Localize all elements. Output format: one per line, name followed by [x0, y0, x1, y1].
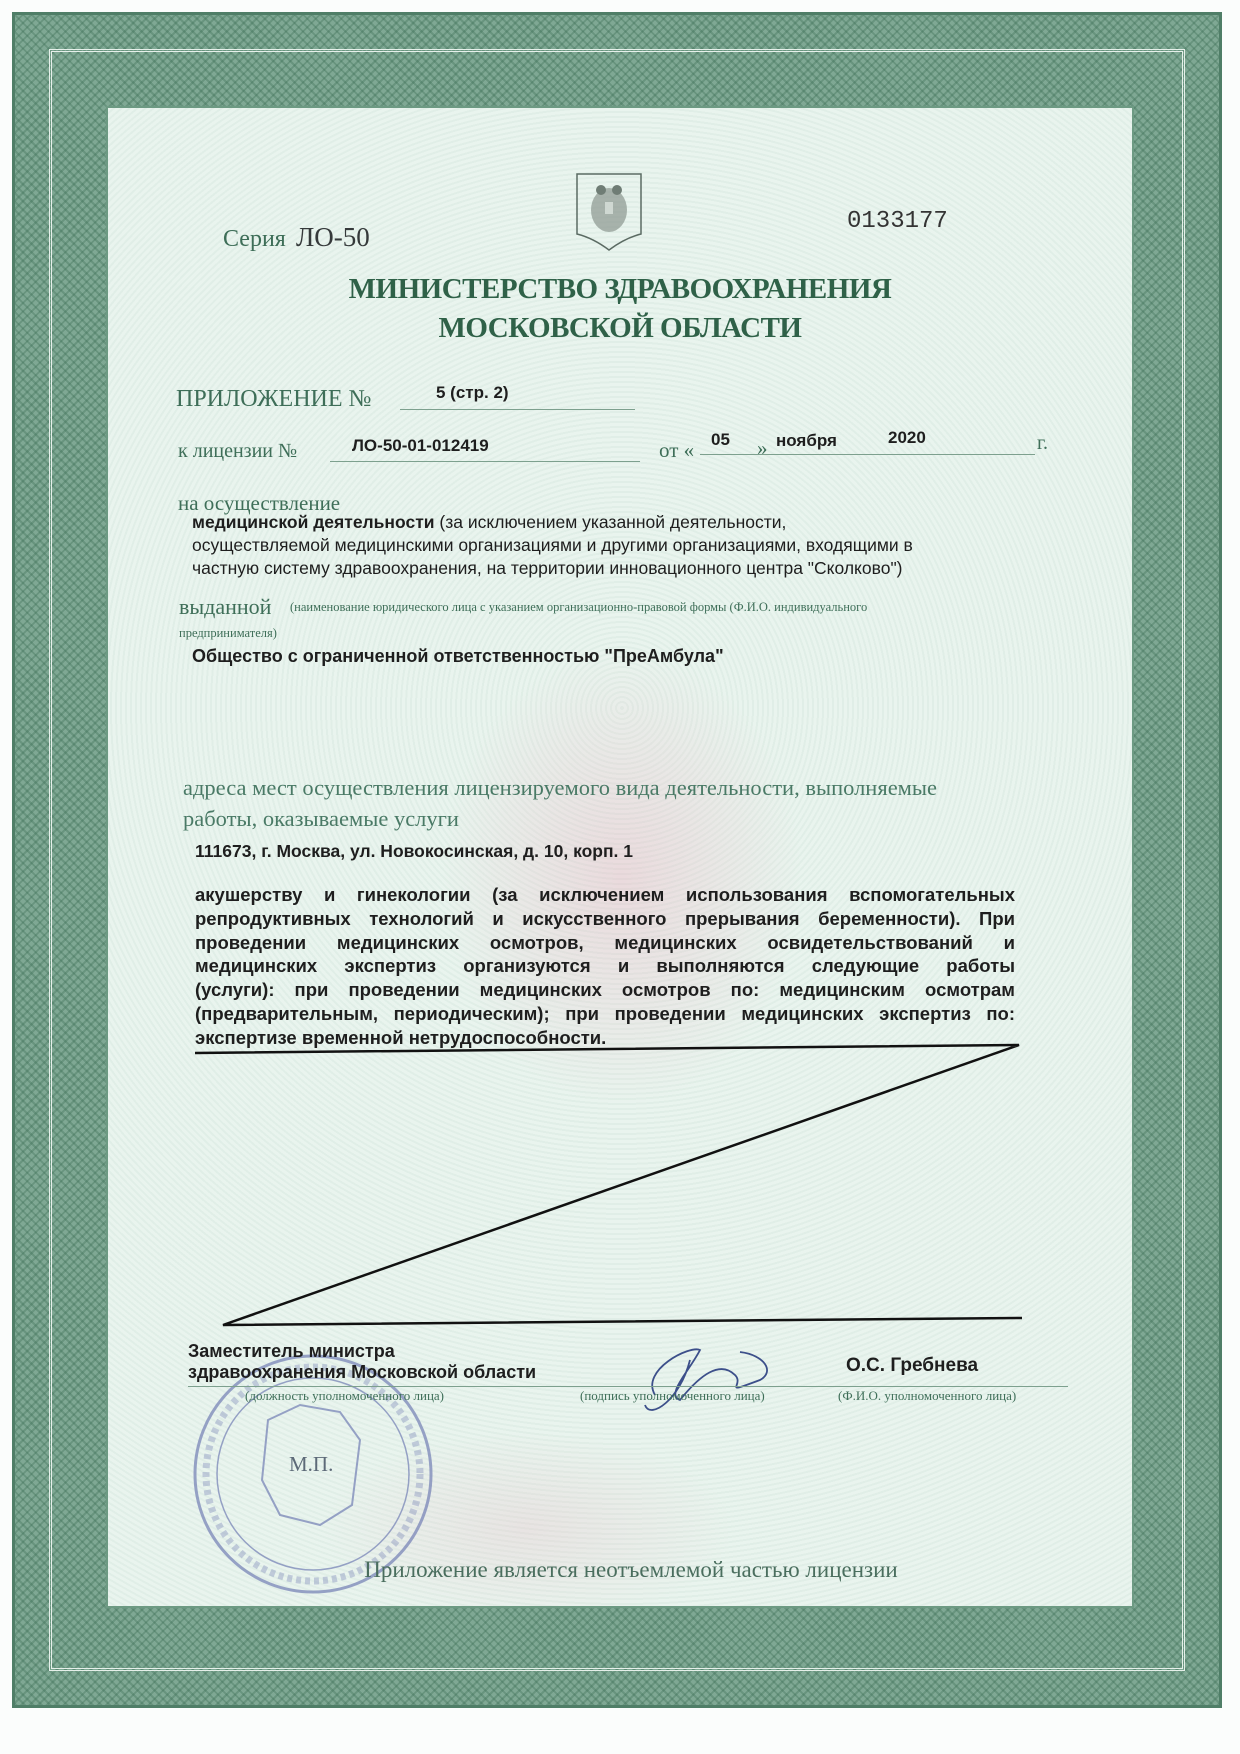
activity-label: на осуществление [178, 491, 341, 515]
license-label: к лицензии № [178, 440, 298, 462]
activity-line1-text: (за исключением указанной деятельности, [439, 512, 787, 532]
services-line: (услуги): при проведении медицинских осмотров по: медицинским осмотрам [195, 979, 1015, 1001]
license-number: ЛО-50-01-012419 [352, 436, 489, 455]
russian-coat-of-arms-icon [575, 172, 643, 252]
services-line: проведении медицинских осмотров, медицинских освидетельствований и [195, 931, 1015, 953]
form-number: 0133177 [847, 208, 948, 235]
activity-line-3: частную систему здравоохранения, на территории инновационного центра "Сколково") [192, 558, 903, 578]
activity-bold: медицинской деятельности [192, 512, 435, 532]
year-suffix: г. [1037, 432, 1048, 454]
license-month: ноября [776, 431, 837, 450]
issued-label: выданной [179, 594, 272, 619]
services-line: (предварительным, периодическим); при проведении медицинских экспертиз по: [195, 1002, 1015, 1024]
stamp-place-label: М.П. [289, 1452, 334, 1476]
signer-name: О.С. Гребнева [846, 1355, 979, 1376]
services-line: медицинских экспертиз организуются и выполняются следующие работы [195, 955, 1015, 977]
services-line: экспертизе временной нетрудоспособности. [195, 1026, 607, 1048]
appendix-number: 5 (стр. 2) [436, 383, 509, 402]
activity-line-1 [192, 512, 786, 533]
appendix-label: ПРИЛОЖЕНИЕ № [176, 386, 372, 412]
addresses-label-1: адреса мест осуществления лицензируемого вида деятельности, выполняемые [183, 775, 938, 800]
address: 111673, г. Москва, ул. Новокосинская, д. 10, корп. 1 [195, 841, 634, 861]
ministry-title-line1: МИНИСТЕРСТВО ЗДРАВООХРАНЕНИЯ [348, 273, 892, 305]
footer-note: Приложение является неотъемлемой частью лицензии [364, 1557, 898, 1582]
quote-close: » [757, 436, 768, 460]
services-line: акушерству и гинекологии (за исключением использования вспомогательных [195, 884, 1015, 905]
license-year: 2020 [888, 428, 926, 447]
series-label: Серия [223, 226, 286, 252]
services-text [195, 883, 1015, 1050]
license-from-label: от « [659, 438, 695, 462]
services-line: репродуктивных технологий и искусственного прерывания беременности). При [195, 907, 1015, 929]
issued-hint-2: предпринимателя) [179, 626, 277, 640]
issued-hint-1: (наименование юридического лица с указанием организационно-правовой формы (Ф.И.О. индивидуального [290, 600, 868, 614]
signer-position-2: здравоохранения Московской области [188, 1362, 537, 1382]
signature-hint: (подпись уполномоченного лица) [580, 1388, 765, 1403]
activity-line-2: осуществляемой медицинскими организациями и другими организациями, входящими в [192, 535, 913, 555]
signer-position-1: Заместитель министра [188, 1341, 395, 1361]
license-day: 05 [711, 430, 730, 449]
ministry-title-line2: МОСКОВСКОЙ ОБЛАСТИ [438, 312, 802, 344]
series-value: ЛО-50 [296, 222, 370, 252]
position-hint: (должность уполномоченного лица) [245, 1388, 445, 1403]
organization-name: Общество с ограниченной ответственностью "ПреАмбула" [192, 646, 724, 666]
addresses-label-2: работы, оказываемые услуги [183, 806, 459, 831]
name-hint: (Ф.И.О. уполномоченного лица) [838, 1388, 1017, 1403]
